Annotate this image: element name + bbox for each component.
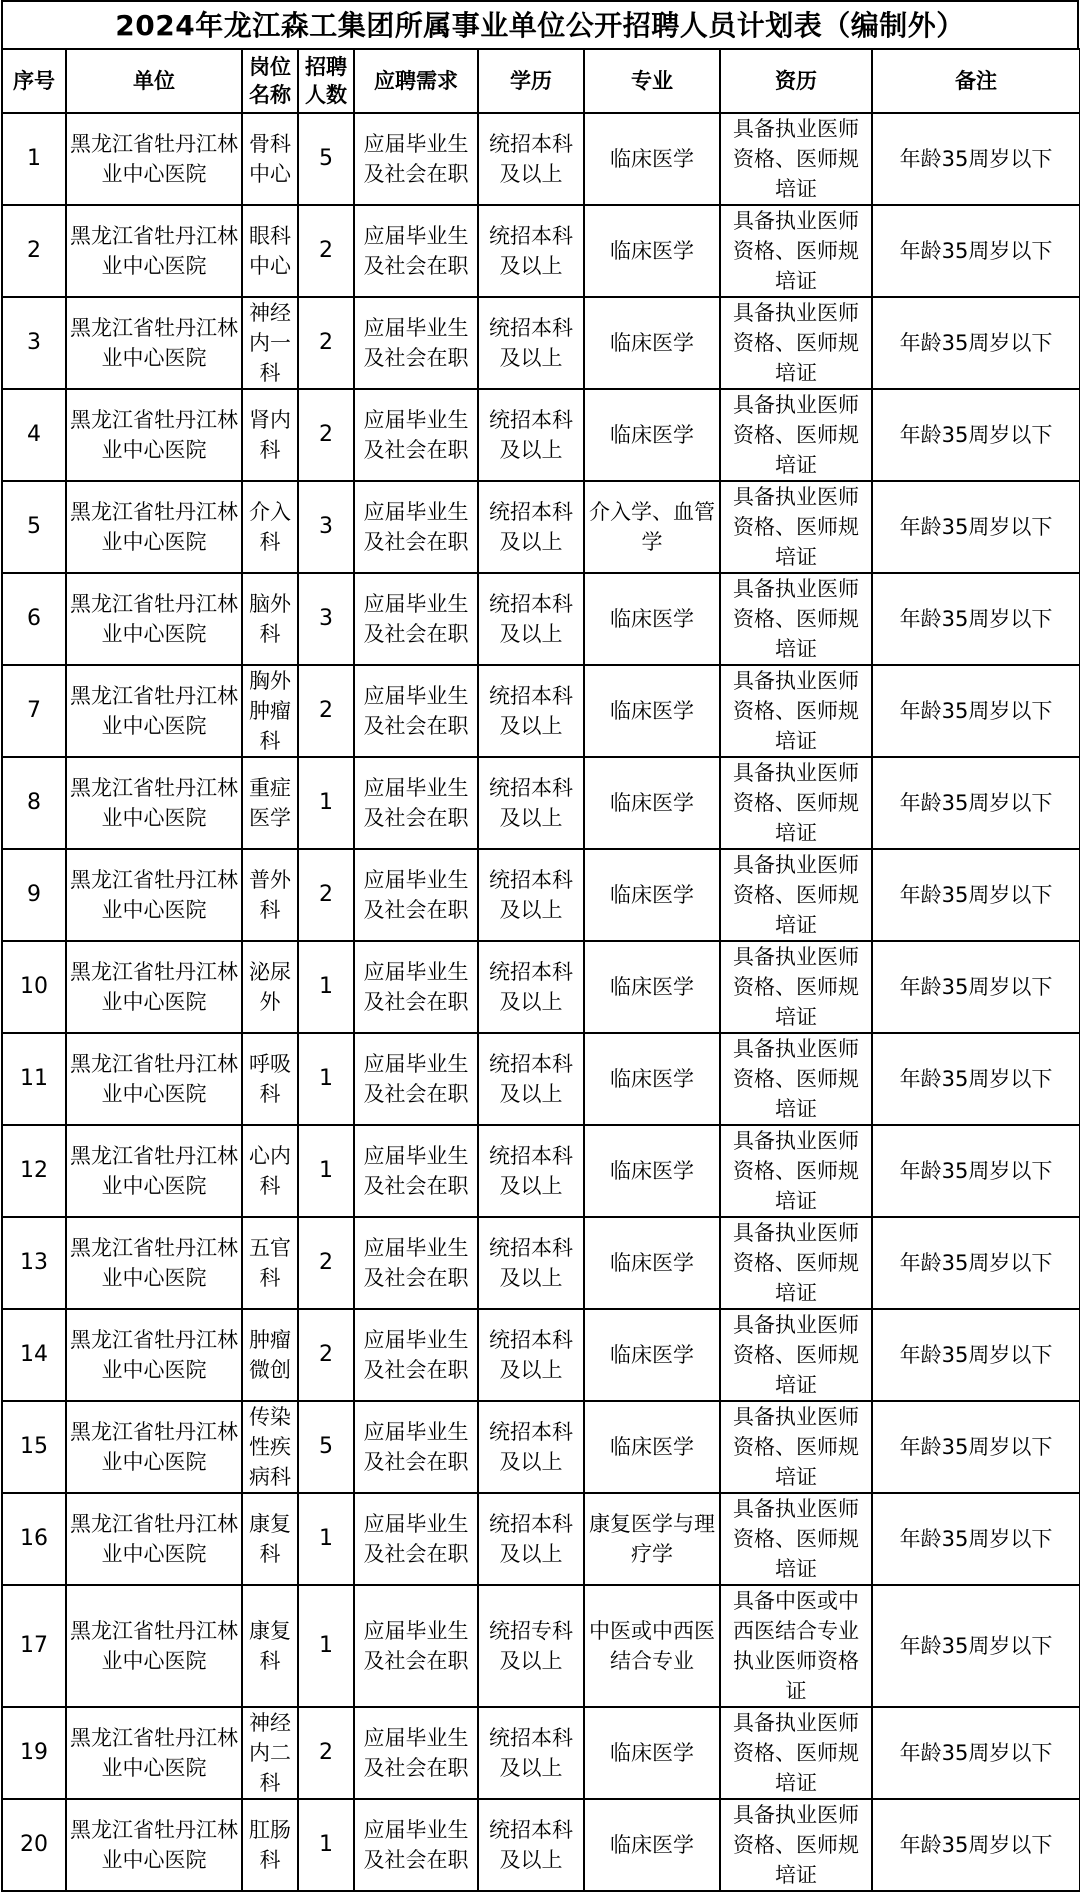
cell-unit: 黑龙江省牡丹江林业中心医院 <box>66 1799 242 1891</box>
cell-seq: 3 <box>2 297 66 389</box>
table-row <box>2 1217 1080 1309</box>
cell-seq: 10 <box>2 941 66 1033</box>
cell-seq: 19 <box>2 1707 66 1799</box>
cell-major: 临床医学 <box>584 1799 720 1891</box>
cell-remark: 年龄35周岁以下 <box>872 1707 1080 1799</box>
table-row <box>2 665 1080 757</box>
cell-education: 统招本科及以上 <box>478 757 584 849</box>
table-row <box>2 297 1080 389</box>
cell-unit: 黑龙江省牡丹江林业中心医院 <box>66 389 242 481</box>
cell-education: 统招本科及以上 <box>478 1125 584 1217</box>
cell-count: 1 <box>298 941 354 1033</box>
header-position-line2: 名称 <box>249 83 291 107</box>
table-row <box>2 1033 1080 1125</box>
cell-major: 临床医学 <box>584 1707 720 1799</box>
cell-major: 临床医学 <box>584 941 720 1033</box>
cell-education: 统招本科及以上 <box>478 1033 584 1125</box>
cell-position: 五官科 <box>242 1217 298 1309</box>
cell-count: 2 <box>298 665 354 757</box>
cell-count: 2 <box>298 849 354 941</box>
cell-education: 统招本科及以上 <box>478 665 584 757</box>
table-header-row <box>2 49 1080 113</box>
cell-unit: 黑龙江省牡丹江林业中心医院 <box>66 1401 242 1493</box>
cell-count: 1 <box>298 1493 354 1585</box>
table-row <box>2 849 1080 941</box>
cell-remark: 年龄35周岁以下 <box>872 1585 1080 1707</box>
cell-qualification: 具备执业医师资格、医师规培证 <box>720 389 872 481</box>
cell-seq: 6 <box>2 573 66 665</box>
cell-remark: 年龄35周岁以下 <box>872 941 1080 1033</box>
table-row <box>2 1401 1080 1493</box>
cell-demand: 应届毕业生及社会在职 <box>354 1799 478 1891</box>
header-count <box>298 49 354 113</box>
cell-remark: 年龄35周岁以下 <box>872 1309 1080 1401</box>
cell-demand: 应届毕业生及社会在职 <box>354 1033 478 1125</box>
cell-demand: 应届毕业生及社会在职 <box>354 297 478 389</box>
cell-education: 统招本科及以上 <box>478 205 584 297</box>
cell-count: 2 <box>298 205 354 297</box>
table-row <box>2 757 1080 849</box>
table-row <box>2 1799 1080 1891</box>
cell-demand: 应届毕业生及社会在职 <box>354 205 478 297</box>
cell-major: 临床医学 <box>584 1125 720 1217</box>
cell-count: 2 <box>298 1707 354 1799</box>
cell-major: 中医或中西医结合专业 <box>584 1585 720 1707</box>
cell-remark: 年龄35周岁以下 <box>872 1799 1080 1891</box>
cell-unit: 黑龙江省牡丹江林业中心医院 <box>66 1033 242 1125</box>
cell-position: 脑外科 <box>242 573 298 665</box>
recruitment-table <box>1 48 1080 1892</box>
cell-count: 1 <box>298 1125 354 1217</box>
cell-major: 临床医学 <box>584 205 720 297</box>
cell-seq: 12 <box>2 1125 66 1217</box>
table-row <box>2 941 1080 1033</box>
cell-count: 5 <box>298 1401 354 1493</box>
cell-seq: 20 <box>2 1799 66 1891</box>
header-count-line1: 招聘 <box>305 55 347 79</box>
cell-remark: 年龄35周岁以下 <box>872 757 1080 849</box>
cell-unit: 黑龙江省牡丹江林业中心医院 <box>66 1309 242 1401</box>
cell-demand: 应届毕业生及社会在职 <box>354 573 478 665</box>
cell-education: 统招本科及以上 <box>478 1401 584 1493</box>
cell-remark: 年龄35周岁以下 <box>872 1401 1080 1493</box>
header-qualification: 资历 <box>720 49 872 113</box>
table-row <box>2 1585 1080 1707</box>
cell-remark: 年龄35周岁以下 <box>872 389 1080 481</box>
table-row <box>2 481 1080 573</box>
cell-seq: 9 <box>2 849 66 941</box>
cell-qualification: 具备执业医师资格、医师规培证 <box>720 1217 872 1309</box>
cell-position: 普外科 <box>242 849 298 941</box>
cell-count: 2 <box>298 1217 354 1309</box>
cell-unit: 黑龙江省牡丹江林业中心医院 <box>66 573 242 665</box>
cell-unit: 黑龙江省牡丹江林业中心医院 <box>66 1217 242 1309</box>
cell-major: 介入学、血管学 <box>584 481 720 573</box>
cell-position: 呼吸科 <box>242 1033 298 1125</box>
cell-education: 统招本科及以上 <box>478 941 584 1033</box>
table-row <box>2 1125 1080 1217</box>
cell-remark: 年龄35周岁以下 <box>872 1125 1080 1217</box>
cell-remark: 年龄35周岁以下 <box>872 573 1080 665</box>
cell-seq: 1 <box>2 113 66 205</box>
cell-seq: 17 <box>2 1585 66 1707</box>
cell-seq: 4 <box>2 389 66 481</box>
cell-major: 临床医学 <box>584 1217 720 1309</box>
table-row <box>2 389 1080 481</box>
cell-qualification: 具备执业医师资格、医师规培证 <box>720 757 872 849</box>
cell-demand: 应届毕业生及社会在职 <box>354 849 478 941</box>
header-unit: 单位 <box>66 49 242 113</box>
cell-demand: 应届毕业生及社会在职 <box>354 481 478 573</box>
cell-demand: 应届毕业生及社会在职 <box>354 665 478 757</box>
cell-count: 2 <box>298 1309 354 1401</box>
cell-demand: 应届毕业生及社会在职 <box>354 113 478 205</box>
cell-unit: 黑龙江省牡丹江林业中心医院 <box>66 113 242 205</box>
table-row <box>2 1493 1080 1585</box>
cell-demand: 应届毕业生及社会在职 <box>354 1125 478 1217</box>
cell-demand: 应届毕业生及社会在职 <box>354 1401 478 1493</box>
cell-remark: 年龄35周岁以下 <box>872 1033 1080 1125</box>
cell-education: 统招本科及以上 <box>478 1217 584 1309</box>
cell-unit: 黑龙江省牡丹江林业中心医院 <box>66 1493 242 1585</box>
cell-position: 泌尿外 <box>242 941 298 1033</box>
cell-major: 临床医学 <box>584 1033 720 1125</box>
table-row <box>2 1707 1080 1799</box>
cell-demand: 应届毕业生及社会在职 <box>354 1707 478 1799</box>
header-demand: 应聘需求 <box>354 49 478 113</box>
cell-unit: 黑龙江省牡丹江林业中心医院 <box>66 1125 242 1217</box>
cell-education: 统招本科及以上 <box>478 297 584 389</box>
table-row <box>2 113 1080 205</box>
cell-qualification: 具备执业医师资格、医师规培证 <box>720 205 872 297</box>
table-body <box>2 113 1080 1891</box>
cell-unit: 黑龙江省牡丹江林业中心医院 <box>66 297 242 389</box>
cell-position: 神经内一科 <box>242 297 298 389</box>
cell-unit: 黑龙江省牡丹江林业中心医院 <box>66 1707 242 1799</box>
cell-count: 5 <box>298 113 354 205</box>
cell-position: 重症医学 <box>242 757 298 849</box>
table-row <box>2 1309 1080 1401</box>
header-count-line2: 人数 <box>305 83 347 107</box>
cell-remark: 年龄35周岁以下 <box>872 1217 1080 1309</box>
cell-position: 康复科 <box>242 1493 298 1585</box>
cell-seq: 15 <box>2 1401 66 1493</box>
cell-unit: 黑龙江省牡丹江林业中心医院 <box>66 941 242 1033</box>
cell-major: 临床医学 <box>584 1401 720 1493</box>
cell-position: 传染性疾病科 <box>242 1401 298 1493</box>
cell-qualification: 具备执业医师资格、医师规培证 <box>720 1309 872 1401</box>
cell-position: 心内科 <box>242 1125 298 1217</box>
cell-major: 临床医学 <box>584 573 720 665</box>
cell-education: 统招本科及以上 <box>478 849 584 941</box>
cell-count: 1 <box>298 757 354 849</box>
cell-remark: 年龄35周岁以下 <box>872 205 1080 297</box>
cell-position: 肾内科 <box>242 389 298 481</box>
cell-position: 肛肠科 <box>242 1799 298 1891</box>
cell-education: 统招本科及以上 <box>478 1309 584 1401</box>
cell-qualification: 具备执业医师资格、医师规培证 <box>720 573 872 665</box>
cell-demand: 应届毕业生及社会在职 <box>354 1217 478 1309</box>
cell-seq: 2 <box>2 205 66 297</box>
cell-education: 统招本科及以上 <box>478 573 584 665</box>
cell-qualification: 具备执业医师资格、医师规培证 <box>720 1033 872 1125</box>
cell-seq: 11 <box>2 1033 66 1125</box>
cell-count: 1 <box>298 1799 354 1891</box>
cell-seq: 13 <box>2 1217 66 1309</box>
cell-unit: 黑龙江省牡丹江林业中心医院 <box>66 1585 242 1707</box>
cell-position: 介入科 <box>242 481 298 573</box>
cell-position: 骨科中心 <box>242 113 298 205</box>
cell-remark: 年龄35周岁以下 <box>872 849 1080 941</box>
cell-qualification: 具备执业医师资格、医师规培证 <box>720 1125 872 1217</box>
cell-major: 临床医学 <box>584 849 720 941</box>
cell-unit: 黑龙江省牡丹江林业中心医院 <box>66 205 242 297</box>
cell-unit: 黑龙江省牡丹江林业中心医院 <box>66 665 242 757</box>
cell-count: 3 <box>298 573 354 665</box>
header-seq: 序号 <box>2 49 66 113</box>
cell-position: 胸外肿瘤科 <box>242 665 298 757</box>
cell-major: 临床医学 <box>584 389 720 481</box>
cell-qualification: 具备执业医师资格、医师规培证 <box>720 113 872 205</box>
header-education: 学历 <box>478 49 584 113</box>
cell-qualification: 具备执业医师资格、医师规培证 <box>720 481 872 573</box>
cell-seq: 16 <box>2 1493 66 1585</box>
cell-seq: 8 <box>2 757 66 849</box>
cell-qualification: 具备执业医师资格、医师规培证 <box>720 297 872 389</box>
cell-demand: 应届毕业生及社会在职 <box>354 1493 478 1585</box>
cell-major: 康复医学与理疗学 <box>584 1493 720 1585</box>
cell-qualification: 具备执业医师资格、医师规培证 <box>720 941 872 1033</box>
cell-education: 统招本科及以上 <box>478 1707 584 1799</box>
cell-position: 眼科中心 <box>242 205 298 297</box>
cell-remark: 年龄35周岁以下 <box>872 481 1080 573</box>
cell-education: 统招本科及以上 <box>478 1799 584 1891</box>
cell-count: 2 <box>298 297 354 389</box>
cell-education: 统招本科及以上 <box>478 389 584 481</box>
cell-qualification: 具备执业医师资格、医师规培证 <box>720 665 872 757</box>
cell-qualification: 具备执业医师资格、医师规培证 <box>720 1799 872 1891</box>
cell-major: 临床医学 <box>584 297 720 389</box>
header-position <box>242 49 298 113</box>
cell-education: 统招本科及以上 <box>478 1493 584 1585</box>
header-remark: 备注 <box>872 49 1080 113</box>
cell-count: 3 <box>298 481 354 573</box>
header-position-line1: 岗位 <box>249 55 291 79</box>
cell-major: 临床医学 <box>584 757 720 849</box>
cell-major: 临床医学 <box>584 665 720 757</box>
cell-count: 2 <box>298 389 354 481</box>
cell-remark: 年龄35周岁以下 <box>872 1493 1080 1585</box>
cell-count: 1 <box>298 1033 354 1125</box>
cell-education: 统招专科及以上 <box>478 1585 584 1707</box>
cell-demand: 应届毕业生及社会在职 <box>354 757 478 849</box>
cell-unit: 黑龙江省牡丹江林业中心医院 <box>66 757 242 849</box>
cell-demand: 应届毕业生及社会在职 <box>354 941 478 1033</box>
cell-qualification: 具备执业医师资格、医师规培证 <box>720 1401 872 1493</box>
cell-unit: 黑龙江省牡丹江林业中心医院 <box>66 849 242 941</box>
document-title: 2024年龙江森工集团所属事业单位公开招聘人员计划表（编制外） <box>1 0 1079 48</box>
cell-qualification: 具备中医或中西医结合专业执业医师资格证 <box>720 1585 872 1707</box>
cell-remark: 年龄35周岁以下 <box>872 297 1080 389</box>
cell-demand: 应届毕业生及社会在职 <box>354 1309 478 1401</box>
table-row <box>2 205 1080 297</box>
cell-seq: 14 <box>2 1309 66 1401</box>
cell-qualification: 具备执业医师资格、医师规培证 <box>720 849 872 941</box>
cell-position: 康复科 <box>242 1585 298 1707</box>
cell-qualification: 具备执业医师资格、医师规培证 <box>720 1493 872 1585</box>
cell-remark: 年龄35周岁以下 <box>872 665 1080 757</box>
cell-demand: 应届毕业生及社会在职 <box>354 389 478 481</box>
table-row <box>2 573 1080 665</box>
cell-unit: 黑龙江省牡丹江林业中心医院 <box>66 481 242 573</box>
cell-count: 1 <box>298 1585 354 1707</box>
cell-position: 肿瘤微创 <box>242 1309 298 1401</box>
cell-education: 统招本科及以上 <box>478 481 584 573</box>
cell-remark: 年龄35周岁以下 <box>872 113 1080 205</box>
header-major: 专业 <box>584 49 720 113</box>
cell-education: 统招本科及以上 <box>478 113 584 205</box>
cell-major: 临床医学 <box>584 1309 720 1401</box>
cell-qualification: 具备执业医师资格、医师规培证 <box>720 1707 872 1799</box>
cell-seq: 7 <box>2 665 66 757</box>
cell-demand: 应届毕业生及社会在职 <box>354 1585 478 1707</box>
cell-seq: 5 <box>2 481 66 573</box>
cell-position: 神经内二科 <box>242 1707 298 1799</box>
cell-major: 临床医学 <box>584 113 720 205</box>
